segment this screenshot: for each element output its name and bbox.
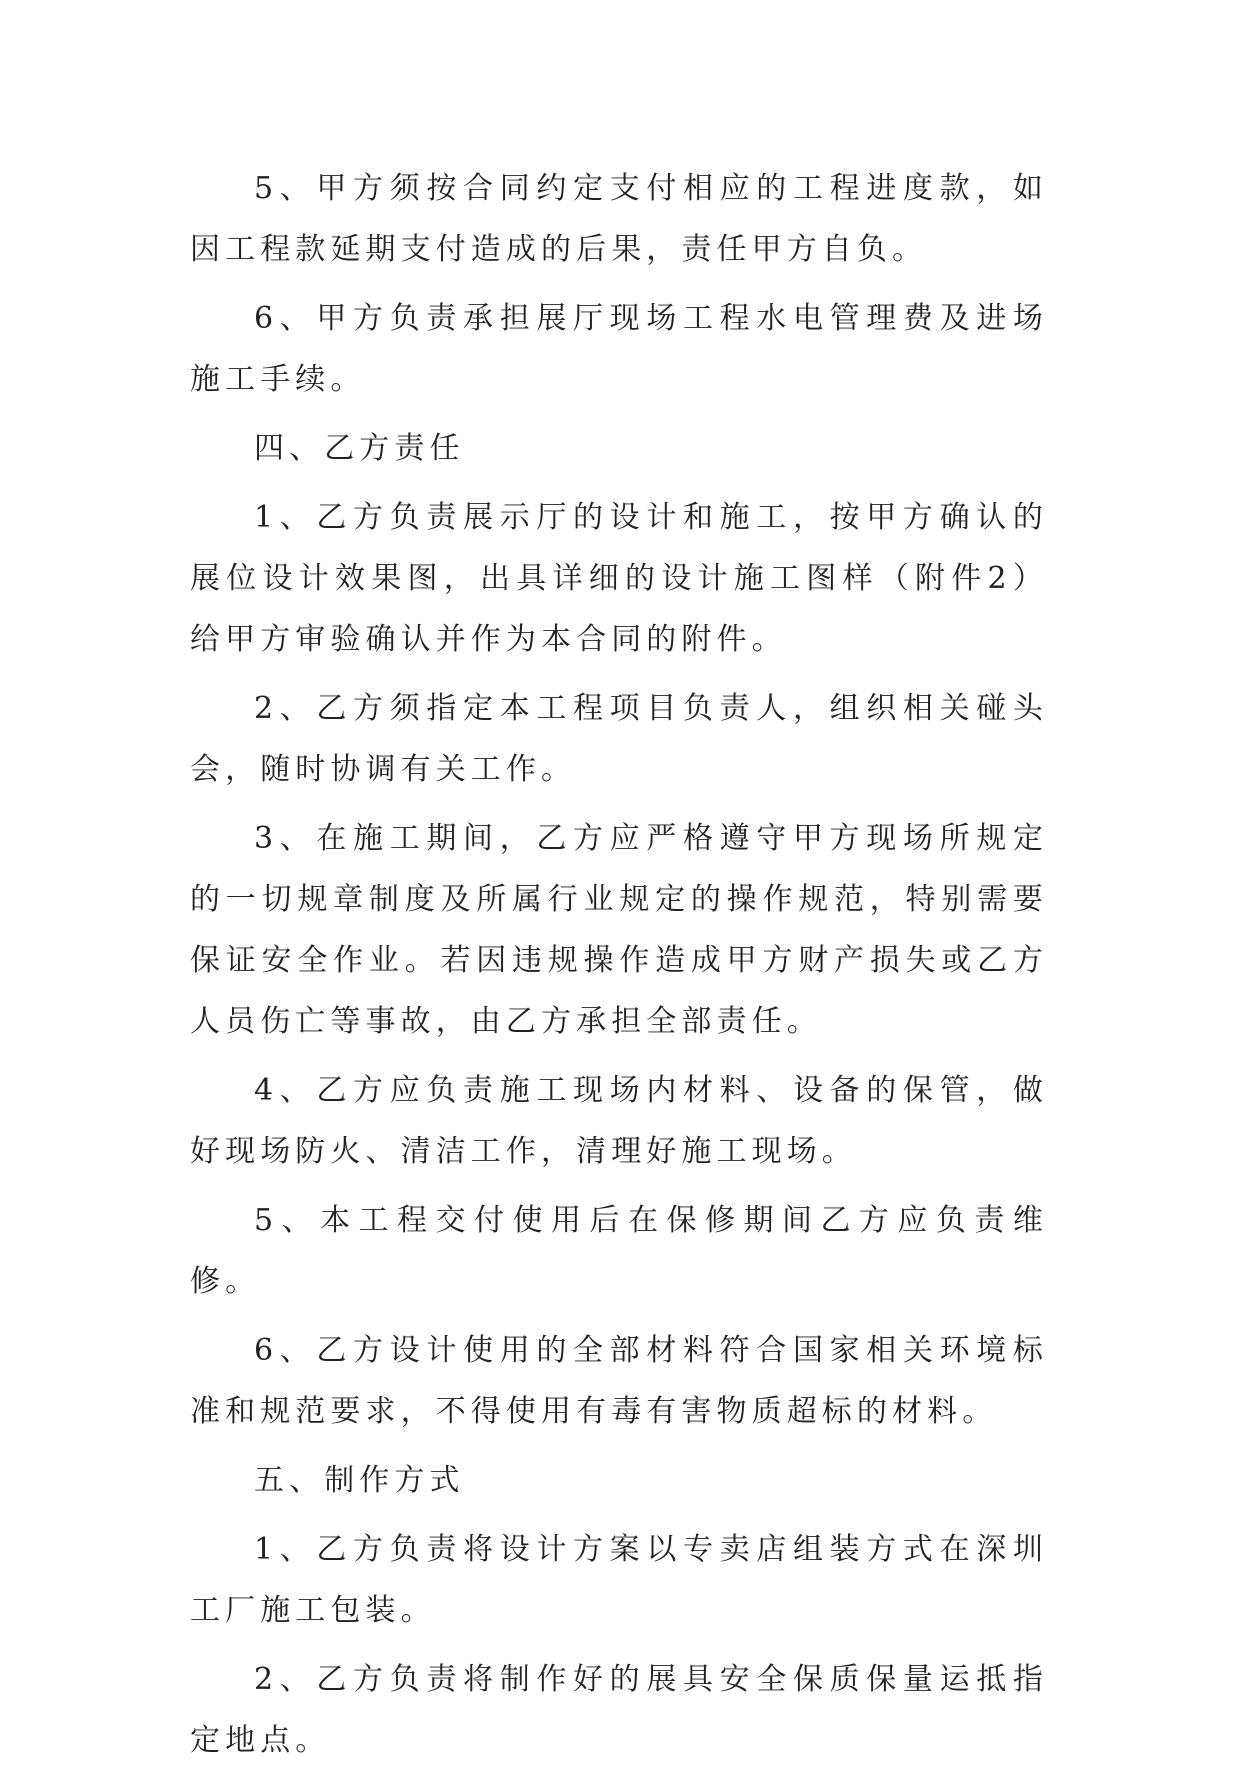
paragraph-party-b-clause-1: 1、乙方负责展示厅的设计和施工，按甲方确认的展位设计效果图，出具详细的设计施工图样（附件2）给甲方审验确认并作为本合同的附件。 bbox=[190, 500, 1048, 657]
paragraph-party-b-clause-3: 3、在施工期间，乙方应严格遵守甲方现场所规定的一切规章制度及所属行业规定的操作规范，特别需要保证安全作业。若因违规操作造成甲方财产损失或乙方人员伤亡等事故，由乙方承担全部责任。 bbox=[190, 821, 1048, 1039]
paragraph-party-a-clause-6: 6、甲方负责承担展厅现场工程水电管理费及进场施工手续。 bbox=[190, 301, 1048, 397]
section-heading-party-b-responsibility: 四、乙方责任 bbox=[254, 431, 465, 466]
document-body bbox=[190, 158, 1048, 1779]
paragraph-production-clause-1: 1、乙方负责将设计方案以专卖店组装方式在深圳工厂施工包装。 bbox=[190, 1532, 1048, 1628]
paragraph-production-clause-2: 2、乙方负责将制作好的展具安全保质保量运抵指定地点。 bbox=[190, 1662, 1048, 1758]
paragraph-party-a-clause-5: 5、甲方须按合同约定支付相应的工程进度款，如因工程款延期支付造成的后果，责任甲方自负。 bbox=[190, 171, 1048, 267]
section-heading-production-method: 五、制作方式 bbox=[254, 1463, 465, 1498]
paragraph-party-b-clause-2: 2、乙方须指定本工程项目负责人，组织相关碰头会，随时协调有关工作。 bbox=[190, 691, 1048, 787]
paragraph-party-b-clause-4: 4、乙方应负责施工现场内材料、设备的保管，做好现场防火、清洁工作，清理好施工现场。 bbox=[190, 1073, 1048, 1169]
paragraph-party-b-clause-5: 5、本工程交付使用后在保修期间乙方应负责维修。 bbox=[190, 1203, 1048, 1299]
paragraph-party-b-clause-6: 6、乙方设计使用的全部材料符合国家相关环境标准和规范要求，不得使用有毒有害物质超标的材料。 bbox=[190, 1333, 1048, 1429]
